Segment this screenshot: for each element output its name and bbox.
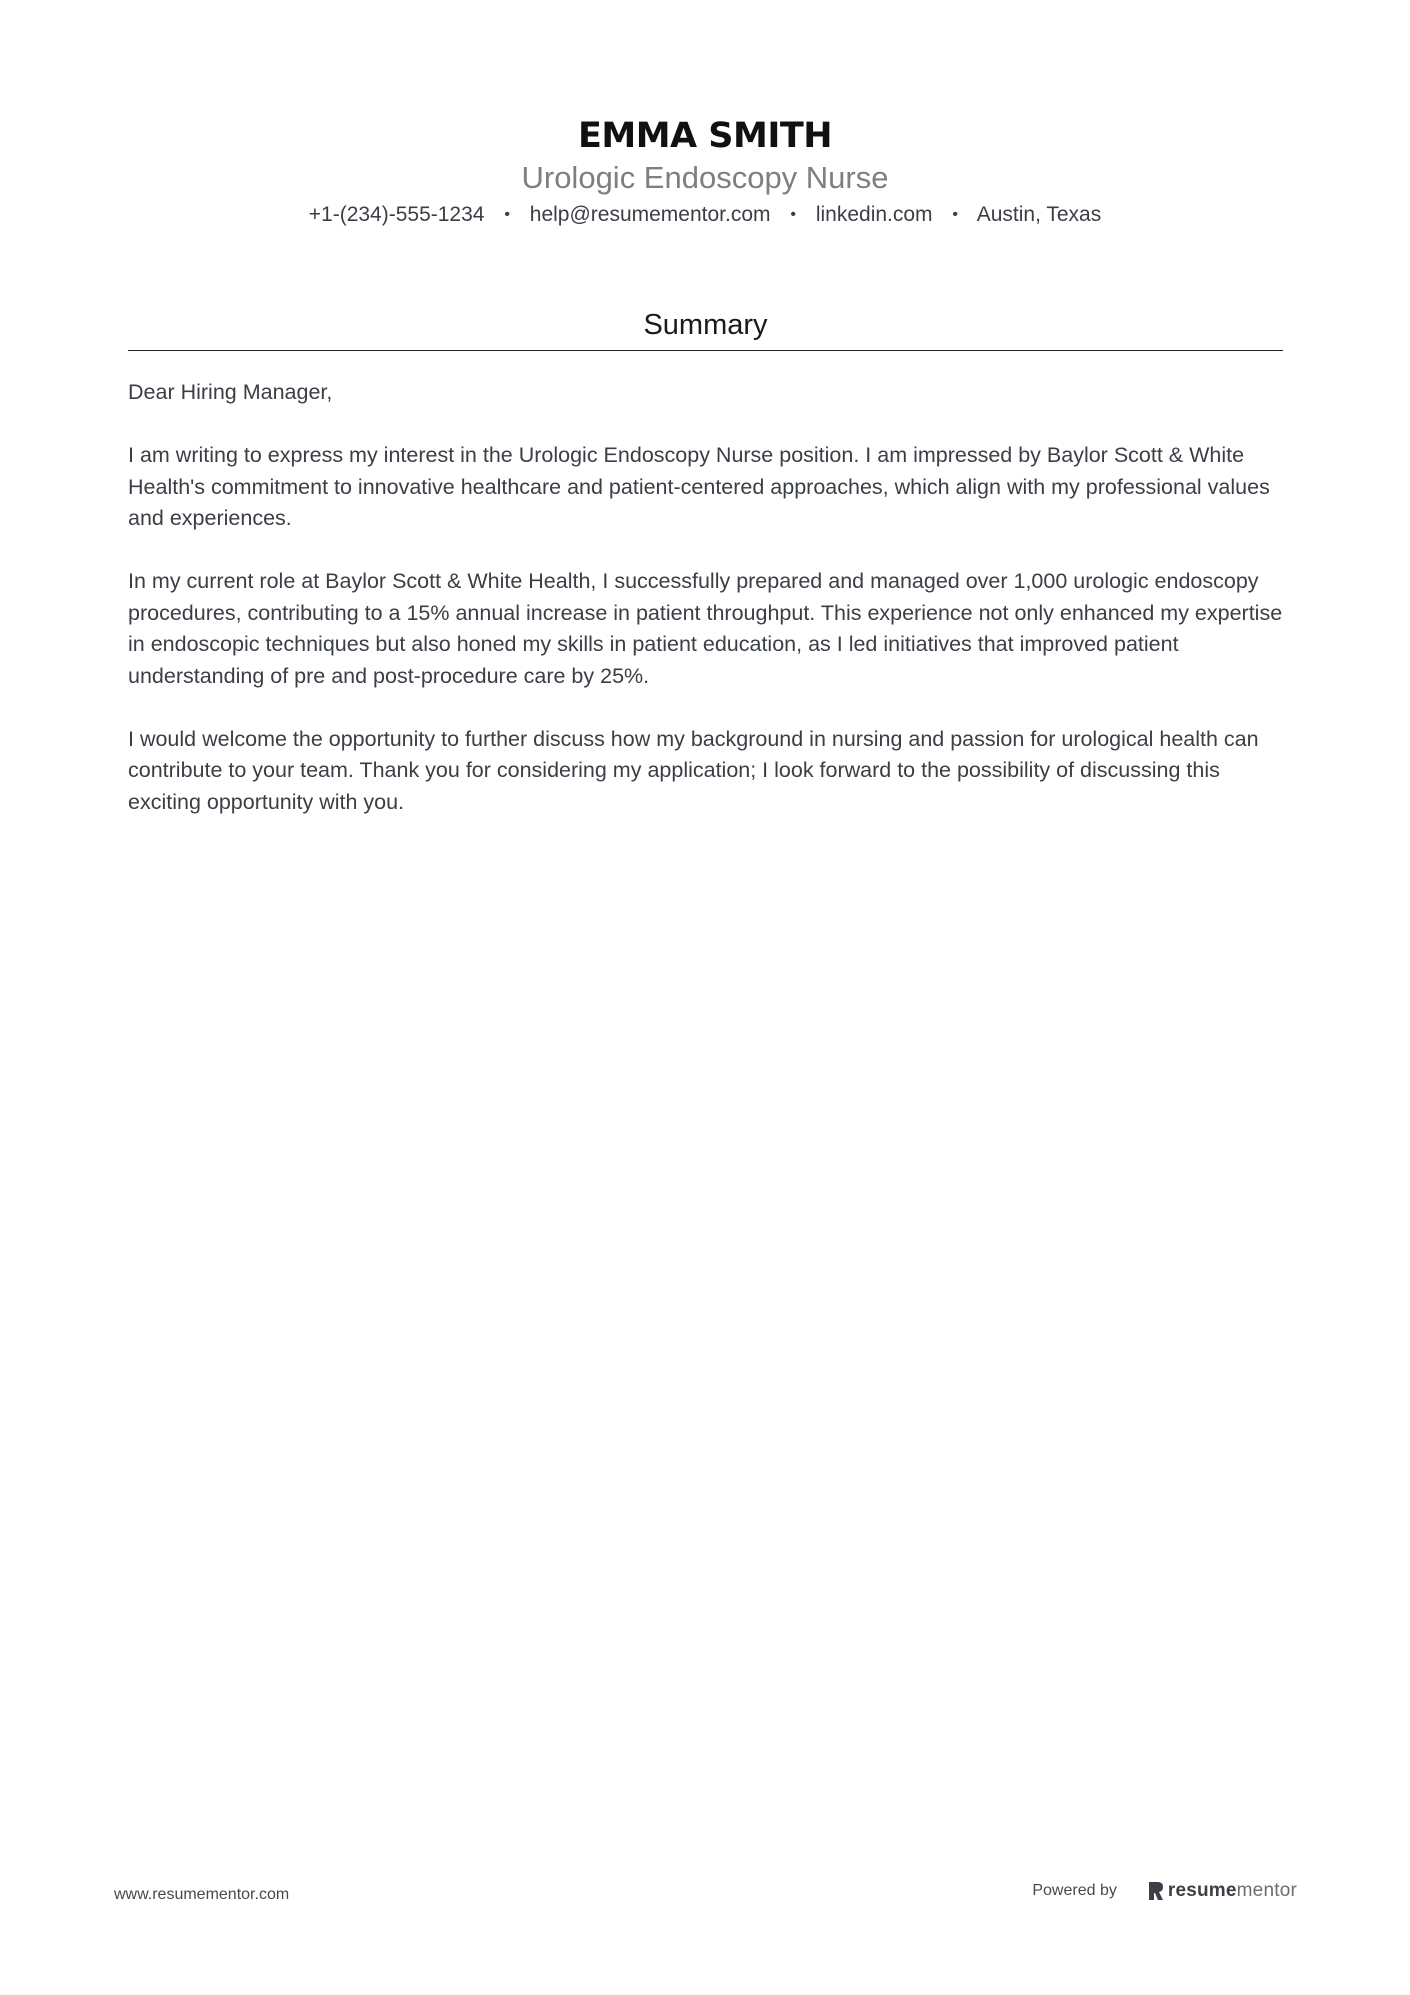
footer-website[interactable]: www.resumementor.com (114, 1886, 290, 1903)
contact-separator: • (504, 206, 510, 223)
footer-branding (1032, 1880, 1297, 1902)
contact-separator: • (952, 206, 959, 223)
letter-paragraph: I would welcome the opportunity to further discuss how my background in nursing and passion for urological health can contribute to your team. Thank you for considering my application; I look forward to the possibility of discussing this exciting opportunity with you. (128, 726, 1259, 814)
candidate-name: EMMA SMITH (577, 116, 833, 156)
contact-separator: • (790, 206, 796, 223)
contact-line (0, 200, 1410, 232)
contact-linkedin[interactable]: linkedin.com (815, 203, 933, 226)
job-title: Urologic Endoscopy Nurse (521, 160, 889, 195)
section-divider (128, 350, 1283, 351)
letter-body (128, 377, 1288, 850)
resume-header (0, 112, 1410, 232)
resumementor-logo-icon (1147, 1880, 1165, 1902)
letter-paragraph: In my current role at Baylor Scott & White Health, I successfully prepared and managed over 1,000 urologic endoscopy procedures, contributing to a 15% annual increase in patient throughput. This experience not only enhanced my expertise in endoscopic techniques but also honed my skills in patient education, as I led initiatives that improved patient understanding of pre and post-procedure care by 25%. (128, 569, 1283, 688)
letter-paragraph: I am writing to express my interest in the Urologic Endoscopy Nurse position. I am impressed by Baylor Scott & White Health's commitment to innovative healthcare and patient-centered approaches, which align with my professional values and experiences. (128, 443, 1270, 530)
contact-phone: +1-(234)-555-1234 (308, 203, 485, 226)
contact-location: Austin, Texas (976, 203, 1102, 226)
contact-email[interactable]: help@resumementor.com (529, 203, 771, 226)
section-title-summary: Summary (643, 309, 768, 341)
resumementor-logo[interactable] (1147, 1880, 1297, 1902)
brand-name-light: mentor (1236, 1880, 1297, 1901)
powered-by-label: Powered by (1032, 1882, 1117, 1899)
letter-greeting: Dear Hiring Manager, (128, 380, 333, 404)
brand-name-bold: resume (1167, 1880, 1237, 1901)
